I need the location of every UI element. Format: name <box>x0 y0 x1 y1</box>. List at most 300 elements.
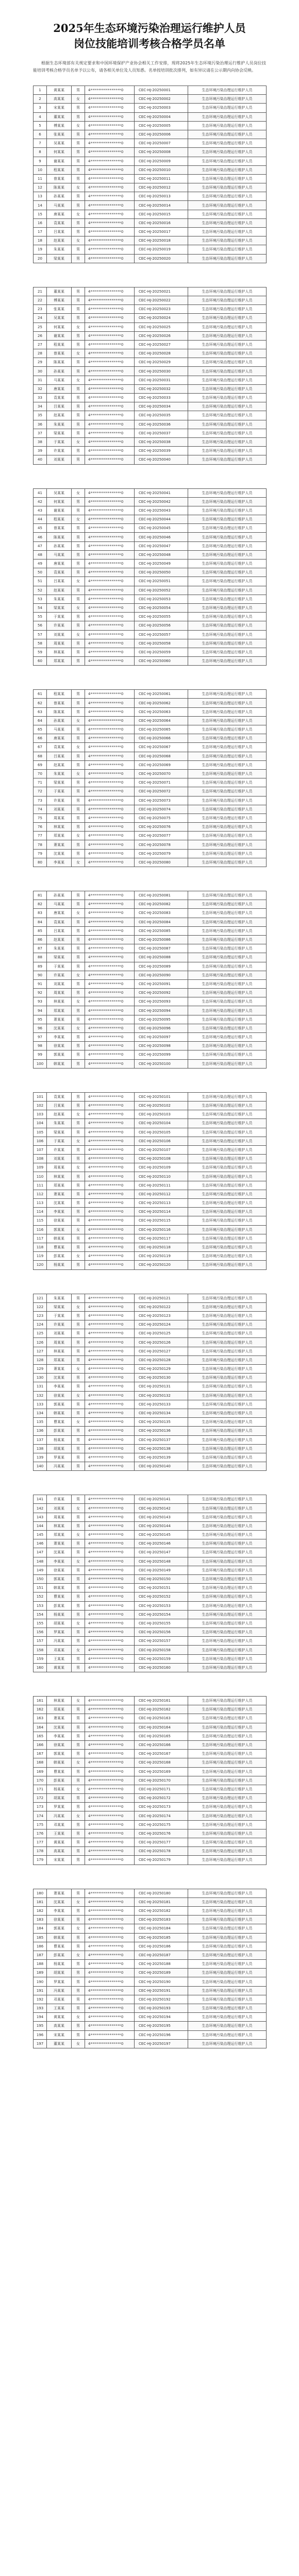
row-number: 14 <box>34 201 47 210</box>
trainee-id-number: 4****************0 <box>85 707 135 716</box>
row-number: 74 <box>34 805 47 814</box>
trainee-id-number: 4****************0 <box>85 1504 135 1513</box>
job-title: 生态环境污染治理运行维护人员 <box>188 515 267 524</box>
trainee-name: 林某某 <box>47 997 72 1006</box>
certificate-number: CEC-HJ-20250014 <box>135 201 188 210</box>
trainee-sex: 男 <box>72 1042 85 1050</box>
trainee-name: 曹某某 <box>47 1243 72 1251</box>
row-number: 34 <box>34 402 47 411</box>
trainee-sex: 女 <box>72 1391 85 1400</box>
row-number: 97 <box>34 1033 47 1042</box>
trainee-id-number: 4****************0 <box>85 926 135 935</box>
trainee-name: 冯某某 <box>47 1811 72 1820</box>
table-row <box>34 778 267 787</box>
trainee-name: 萧某某 <box>47 1190 72 1198</box>
table-row <box>34 690 267 699</box>
job-title: 生态环境污染治理运行维护人员 <box>188 157 267 165</box>
table-row <box>34 639 267 648</box>
job-title: 生态环境污染治理运行维护人员 <box>188 1338 267 1347</box>
table-row <box>34 1889 267 1897</box>
trainee-name: 郑某某 <box>47 657 72 666</box>
job-title: 生态环境污染治理运行维护人员 <box>188 1453 267 1462</box>
job-title: 生态环境污染治理运行维护人员 <box>188 953 267 962</box>
trainee-id-number: 4****************0 <box>85 805 135 814</box>
trainee-sex: 男 <box>72 1435 85 1444</box>
row-number: 47 <box>34 541 47 550</box>
table-row <box>34 725 267 734</box>
trainee-id-number: 4****************0 <box>85 1059 135 1068</box>
trainee-id-number: 4****************0 <box>85 1294 135 1302</box>
trainee-name: 曾某某 <box>47 699 72 707</box>
trainee-name: 郭某某 <box>47 1400 72 1409</box>
trainee-id-number: 4****************0 <box>85 506 135 515</box>
job-title: 生态环境污染治理运行维护人员 <box>188 411 267 420</box>
trainee-sex: 男 <box>72 228 85 236</box>
job-title: 生态环境污染治理运行维护人员 <box>188 1889 267 1897</box>
job-title: 生态环境污染治理运行维护人员 <box>188 1435 267 1444</box>
certificate-number: CEC-HJ-20250007 <box>135 139 188 148</box>
job-title: 生态环境污染治理运行维护人员 <box>188 148 267 157</box>
trainee-id-number: 4****************0 <box>85 1663 135 1672</box>
certificate-number: CEC-HJ-20250190 <box>135 1977 188 1986</box>
trainee-sex: 女 <box>72 997 85 1006</box>
trainee-sex: 男 <box>72 314 85 323</box>
table-row <box>34 840 267 849</box>
trainee-sex: 男 <box>72 1347 85 1355</box>
table-row <box>34 1829 267 1838</box>
certificate-number: CEC-HJ-20250040 <box>135 455 188 464</box>
trainee-id-number: 4****************0 <box>85 1889 135 1897</box>
row-number: 44 <box>34 515 47 524</box>
trainee-name: 曹某某 <box>47 1418 72 1427</box>
job-title: 生态环境污染治理运行维护人员 <box>188 1663 267 1672</box>
roster-table <box>33 1696 267 1865</box>
trainee-id-number: 4****************0 <box>85 1320 135 1329</box>
table-row <box>34 533 267 541</box>
job-title: 生态环境污染治理运行维护人员 <box>188 1714 267 1723</box>
table-row <box>34 236 267 245</box>
trainee-name: 赵某某 <box>47 236 72 245</box>
trainee-id-number: 4****************0 <box>85 1163 135 1172</box>
table-row <box>34 796 267 805</box>
trainee-name: 许某某 <box>47 971 72 979</box>
job-title: 生态环境污染治理运行维护人员 <box>188 112 267 121</box>
table-row <box>34 1619 267 1628</box>
job-title: 生态环境污染治理运行维护人员 <box>188 1610 267 1619</box>
trainee-sex: 男 <box>72 1513 85 1521</box>
table-row <box>34 1418 267 1427</box>
job-title: 生态环境污染治理运行维护人员 <box>188 376 267 384</box>
trainee-name: 于某某 <box>47 1311 72 1320</box>
certificate-number: CEC-HJ-20250057 <box>135 630 188 639</box>
row-number: 154 <box>34 1610 47 1619</box>
certificate-number: CEC-HJ-20250043 <box>135 506 188 515</box>
trainee-sex: 女 <box>72 1531 85 1539</box>
certificate-number: CEC-HJ-20250030 <box>135 367 188 376</box>
certificate-number: CEC-HJ-20250033 <box>135 394 188 402</box>
certificate-number: CEC-HJ-20250160 <box>135 1663 188 1672</box>
certificate-number: CEC-HJ-20250094 <box>135 1006 188 1015</box>
row-number: 138 <box>34 1444 47 1453</box>
certificate-number: CEC-HJ-20250130 <box>135 1374 188 1382</box>
certificate-number: CEC-HJ-20250029 <box>135 358 188 367</box>
trainee-name: 彭某某 <box>47 1252 72 1261</box>
row-number: 150 <box>34 1574 47 1583</box>
trainee-sex: 男 <box>72 1208 85 1216</box>
trainee-sex: 男 <box>72 989 85 997</box>
row-number: 61 <box>34 690 47 699</box>
roster-table <box>33 1294 267 1471</box>
trainee-name: 杨某某 <box>47 1960 72 1969</box>
trainee-name: 刘某某 <box>47 805 72 814</box>
trainee-name: 萧某某 <box>47 1539 72 1548</box>
row-number: 15 <box>34 210 47 218</box>
table-row <box>34 287 267 296</box>
table-row <box>34 1462 267 1471</box>
certificate-number: CEC-HJ-20250181 <box>135 1897 188 1906</box>
table-row <box>34 1365 267 1374</box>
row-number: 98 <box>34 1042 47 1050</box>
row-number: 115 <box>34 1216 47 1225</box>
trainee-id-number: 4****************0 <box>85 1951 135 1959</box>
table-row <box>34 699 267 707</box>
trainee-sex: 女 <box>72 349 85 358</box>
row-number: 6 <box>34 130 47 139</box>
certificate-number: CEC-HJ-20250164 <box>135 1723 188 1732</box>
row-number: 126 <box>34 1338 47 1347</box>
job-title: 生态环境污染治理运行维护人员 <box>188 1986 267 1995</box>
trainee-sex: 男 <box>72 550 85 559</box>
certificate-number: CEC-HJ-20250015 <box>135 210 188 218</box>
certificate-number: CEC-HJ-20250191 <box>135 1986 188 1995</box>
certificate-number: CEC-HJ-20250186 <box>135 1942 188 1951</box>
trainee-name: 许某某 <box>47 621 72 630</box>
row-number: 42 <box>34 497 47 506</box>
certificate-number: CEC-HJ-20250146 <box>135 1539 188 1548</box>
job-title: 生态环境污染治理运行维护人员 <box>188 1015 267 1024</box>
certificate-number: CEC-HJ-20250066 <box>135 734 188 743</box>
row-number: 33 <box>34 394 47 402</box>
trainee-name: 郑某某 <box>47 1006 72 1015</box>
trainee-id-number: 4****************0 <box>85 1092 135 1101</box>
certificate-number: CEC-HJ-20250020 <box>135 254 188 263</box>
trainee-name: 冯某某 <box>47 1637 72 1646</box>
certificate-number: CEC-HJ-20250055 <box>135 613 188 621</box>
row-number: 76 <box>34 823 47 832</box>
table-row <box>34 1006 267 1015</box>
row-number: 89 <box>34 962 47 971</box>
table-row <box>34 1453 267 1462</box>
trainee-sex: 男 <box>72 1400 85 1409</box>
trainee-name: 赵某某 <box>47 1110 72 1119</box>
certificate-number: CEC-HJ-20250098 <box>135 1042 188 1050</box>
trainee-name: 李某某 <box>47 1557 72 1566</box>
job-title: 生态环境污染治理运行维护人员 <box>188 1347 267 1355</box>
trainee-name: 程某某 <box>47 340 72 349</box>
trainee-sex: 男 <box>72 1637 85 1646</box>
trainee-sex: 男 <box>72 760 85 769</box>
trainee-name: 宋某某 <box>47 104 72 112</box>
trainee-id-number: 4****************0 <box>85 1574 135 1583</box>
trainee-name: 韩某某 <box>47 1234 72 1243</box>
trainee-id-number: 4****************0 <box>85 1418 135 1427</box>
job-title: 生态环境污染治理运行维护人员 <box>188 192 267 201</box>
trainee-id-number: 4****************0 <box>85 752 135 760</box>
certificate-number: CEC-HJ-20250078 <box>135 840 188 849</box>
trainee-id-number: 4****************0 <box>85 384 135 393</box>
trainee-sex: 男 <box>72 394 85 402</box>
job-title: 生态环境污染治理运行维护人员 <box>188 1110 267 1119</box>
trainee-sex: 男 <box>72 725 85 734</box>
table-row <box>34 1311 267 1320</box>
certificate-number: CEC-HJ-20250128 <box>135 1355 188 1364</box>
trainee-sex: 男 <box>72 411 85 420</box>
certificate-number: CEC-HJ-20250116 <box>135 1225 188 1234</box>
row-number: 191 <box>34 1986 47 1995</box>
row-number: 161 <box>34 1697 47 1705</box>
trainee-id-number: 4****************0 <box>85 1723 135 1732</box>
trainee-name: 萧某某 <box>47 1365 72 1374</box>
job-title: 生态环境污染治理运行维护人员 <box>188 1172 267 1181</box>
trainee-sex: 男 <box>72 586 85 595</box>
trainee-name: 沈某某 <box>47 1374 72 1382</box>
row-number: 129 <box>34 1365 47 1374</box>
trainee-sex: 男 <box>72 1050 85 1059</box>
trainee-name: 萧某某 <box>47 1015 72 1024</box>
table-row <box>34 849 267 858</box>
certificate-number: CEC-HJ-20250108 <box>135 1155 188 1163</box>
table-row <box>34 112 267 121</box>
certificate-number: CEC-HJ-20250105 <box>135 1128 188 1137</box>
trainee-sex: 女 <box>72 1646 85 1654</box>
trainee-sex: 男 <box>72 849 85 858</box>
table-row <box>34 648 267 656</box>
trainee-id-number: 4****************0 <box>85 1521 135 1530</box>
table-row <box>34 1513 267 1521</box>
trainee-id-number: 4****************0 <box>85 648 135 656</box>
job-title: 生态环境污染治理运行维护人员 <box>188 218 267 227</box>
trainee-id-number: 4****************0 <box>85 455 135 464</box>
job-title: 生态环境污染治理运行维护人员 <box>188 1302 267 1311</box>
trainee-id-number: 4****************0 <box>85 183 135 192</box>
trainee-sex: 男 <box>72 174 85 183</box>
trainee-id-number: 4****************0 <box>85 1838 135 1847</box>
trainee-name: 曾某某 <box>47 349 72 358</box>
certificate-number: CEC-HJ-20250102 <box>135 1101 188 1110</box>
table-row <box>34 1740 267 1749</box>
trainee-id-number: 4****************0 <box>85 1601 135 1610</box>
table-row <box>34 1897 267 1906</box>
table-row <box>34 157 267 165</box>
trainee-sex: 男 <box>72 1190 85 1198</box>
trainee-name: 马某某 <box>47 900 72 909</box>
trainee-sex: 男 <box>72 814 85 822</box>
row-number: 58 <box>34 639 47 648</box>
trainee-name: 林某某 <box>47 648 72 656</box>
row-number: 149 <box>34 1566 47 1574</box>
trainee-sex: 男 <box>72 218 85 227</box>
trainee-name: 沈某某 <box>47 1897 72 1906</box>
job-title: 生态环境污染治理运行维护人员 <box>188 716 267 725</box>
row-number: 41 <box>34 488 47 497</box>
trainee-name: 胡某某 <box>47 1619 72 1628</box>
trainee-id-number: 4****************0 <box>85 909 135 918</box>
trainee-name: 马某某 <box>47 550 72 559</box>
table-row <box>34 1557 267 1566</box>
trainee-id-number: 4****************0 <box>85 639 135 648</box>
trainee-name: 于某某 <box>47 787 72 796</box>
table-row <box>34 1444 267 1453</box>
job-title: 生态环境污染治理运行维护人员 <box>188 1539 267 1548</box>
table-row <box>34 1427 267 1435</box>
row-number: 26 <box>34 331 47 340</box>
trainee-sex: 男 <box>72 1427 85 1435</box>
job-title: 生态环境污染治理运行维护人员 <box>188 935 267 944</box>
row-number: 120 <box>34 1261 47 1269</box>
trainee-name: 李某某 <box>47 1382 72 1391</box>
trainee-sex: 男 <box>72 2004 85 2013</box>
job-title: 生态环境污染治理运行维护人员 <box>188 323 267 331</box>
row-number: 92 <box>34 989 47 997</box>
certificate-number: CEC-HJ-20250103 <box>135 1110 188 1119</box>
trainee-name: 徐某某 <box>47 1216 72 1225</box>
trainee-sex: 男 <box>72 752 85 760</box>
trainee-name: 彭某某 <box>47 1601 72 1610</box>
row-number: 70 <box>34 769 47 778</box>
certificate-number: CEC-HJ-20250135 <box>135 1418 188 1427</box>
row-number: 57 <box>34 630 47 639</box>
row-number: 82 <box>34 900 47 909</box>
table-row <box>34 1548 267 1557</box>
row-number: 46 <box>34 533 47 541</box>
trainee-name: 傅某某 <box>47 296 72 304</box>
trainee-name: 于某某 <box>47 1137 72 1145</box>
trainee-sex: 女 <box>72 1951 85 1959</box>
job-title: 生态环境污染治理运行维护人员 <box>188 900 267 909</box>
job-title: 生态环境污染治理运行维护人员 <box>188 743 267 752</box>
trainee-name: 孙某某 <box>47 541 72 550</box>
table-row <box>34 1374 267 1382</box>
job-title: 生态环境污染治理运行维护人员 <box>188 595 267 603</box>
certificate-number: CEC-HJ-20250106 <box>135 1137 188 1145</box>
trainee-name: 胡某某 <box>47 1794 72 1803</box>
job-title: 生态环境污染治理运行维护人员 <box>188 1785 267 1793</box>
certificate-number: CEC-HJ-20250162 <box>135 1705 188 1714</box>
trainee-id-number: 4****************0 <box>85 1302 135 1311</box>
certificate-number: CEC-HJ-20250185 <box>135 1933 188 1942</box>
certificate-number: CEC-HJ-20250031 <box>135 376 188 384</box>
row-number: 72 <box>34 787 47 796</box>
certificate-number: CEC-HJ-20250005 <box>135 121 188 130</box>
trainee-sex: 女 <box>72 121 85 130</box>
trainee-name: 萧某某 <box>47 1714 72 1723</box>
trainee-name: 曾某某 <box>47 174 72 183</box>
trainee-sex: 男 <box>72 165 85 174</box>
trainee-sex: 男 <box>72 1409 85 1417</box>
row-number: 189 <box>34 1969 47 1977</box>
row-number: 139 <box>34 1453 47 1462</box>
row-number: 111 <box>34 1181 47 1190</box>
job-title: 生态环境污染治理运行维护人员 <box>188 1024 267 1032</box>
job-title: 生态环境污染治理运行维护人员 <box>188 613 267 621</box>
certificate-number: CEC-HJ-20250097 <box>135 1033 188 1042</box>
row-number: 75 <box>34 814 47 822</box>
job-title: 生态环境污染治理运行维护人员 <box>188 1391 267 1400</box>
table-row <box>34 95 267 104</box>
table-row <box>34 613 267 621</box>
trainee-sex: 女 <box>72 488 85 497</box>
trainee-name: 郑某某 <box>47 1531 72 1539</box>
table-row <box>34 1705 267 1714</box>
trainee-id-number: 4****************0 <box>85 1811 135 1820</box>
row-number: 30 <box>34 367 47 376</box>
trainee-id-number: 4****************0 <box>85 1637 135 1646</box>
row-number: 25 <box>34 323 47 331</box>
row-number: 122 <box>34 1302 47 1311</box>
trainee-name: 韩某某 <box>47 1059 72 1068</box>
certificate-number: CEC-HJ-20250025 <box>135 323 188 331</box>
certificate-number: CEC-HJ-20250087 <box>135 944 188 953</box>
job-title: 生态环境污染治理运行维护人员 <box>188 1042 267 1050</box>
row-number: 85 <box>34 926 47 935</box>
row-number: 184 <box>34 1924 47 1933</box>
certificate-number: CEC-HJ-20250145 <box>135 1531 188 1539</box>
trainee-sex: 男 <box>72 1856 85 1865</box>
trainee-id-number: 4****************0 <box>85 236 135 245</box>
certificate-number: CEC-HJ-20250028 <box>135 349 188 358</box>
certificate-number: CEC-HJ-20250026 <box>135 331 188 340</box>
certificate-number: CEC-HJ-20250024 <box>135 314 188 323</box>
trainee-sex: 男 <box>72 305 85 314</box>
row-number: 117 <box>34 1234 47 1243</box>
row-number: 83 <box>34 909 47 918</box>
trainee-name: 陈某某 <box>47 358 72 367</box>
job-title: 生态环境污染治理运行维护人员 <box>188 2013 267 2022</box>
certificate-number: CEC-HJ-20250129 <box>135 1365 188 1374</box>
trainee-id-number: 4****************0 <box>85 1619 135 1628</box>
trainee-name: 程某某 <box>47 515 72 524</box>
trainee-sex: 男 <box>72 254 85 263</box>
row-number: 190 <box>34 1977 47 1986</box>
table-row <box>34 1969 267 1977</box>
trainee-name: 于某某 <box>47 962 72 971</box>
job-title: 生态环境污染治理运行维护人员 <box>188 1838 267 1847</box>
row-number: 29 <box>34 358 47 367</box>
table-row <box>34 1951 267 1959</box>
trainee-id-number: 4****************0 <box>85 402 135 411</box>
table-row <box>34 1714 267 1723</box>
trainee-id-number: 4****************0 <box>85 1050 135 1059</box>
trainee-id-number: 4****************0 <box>85 560 135 568</box>
trainee-id-number: 4****************0 <box>85 989 135 997</box>
job-title: 生态环境污染治理运行维护人员 <box>188 1732 267 1740</box>
table-row <box>34 183 267 192</box>
trainee-name: 王某某 <box>47 2004 72 2013</box>
job-title: 生态环境污染治理运行维护人员 <box>188 349 267 358</box>
trainee-id-number: 4****************0 <box>85 743 135 752</box>
table-row <box>34 1960 267 1969</box>
table-row <box>34 358 267 367</box>
certificate-number: CEC-HJ-20250113 <box>135 1199 188 1208</box>
trainee-name: 赵某某 <box>47 586 72 595</box>
trainee-id-number: 4****************0 <box>85 1986 135 1995</box>
certificate-number: CEC-HJ-20250179 <box>135 1856 188 1865</box>
trainee-sex: 女 <box>72 515 85 524</box>
table-row <box>34 1015 267 1024</box>
trainee-sex: 男 <box>72 1006 85 1015</box>
certificate-number: CEC-HJ-20250092 <box>135 989 188 997</box>
roster-table <box>33 689 267 867</box>
